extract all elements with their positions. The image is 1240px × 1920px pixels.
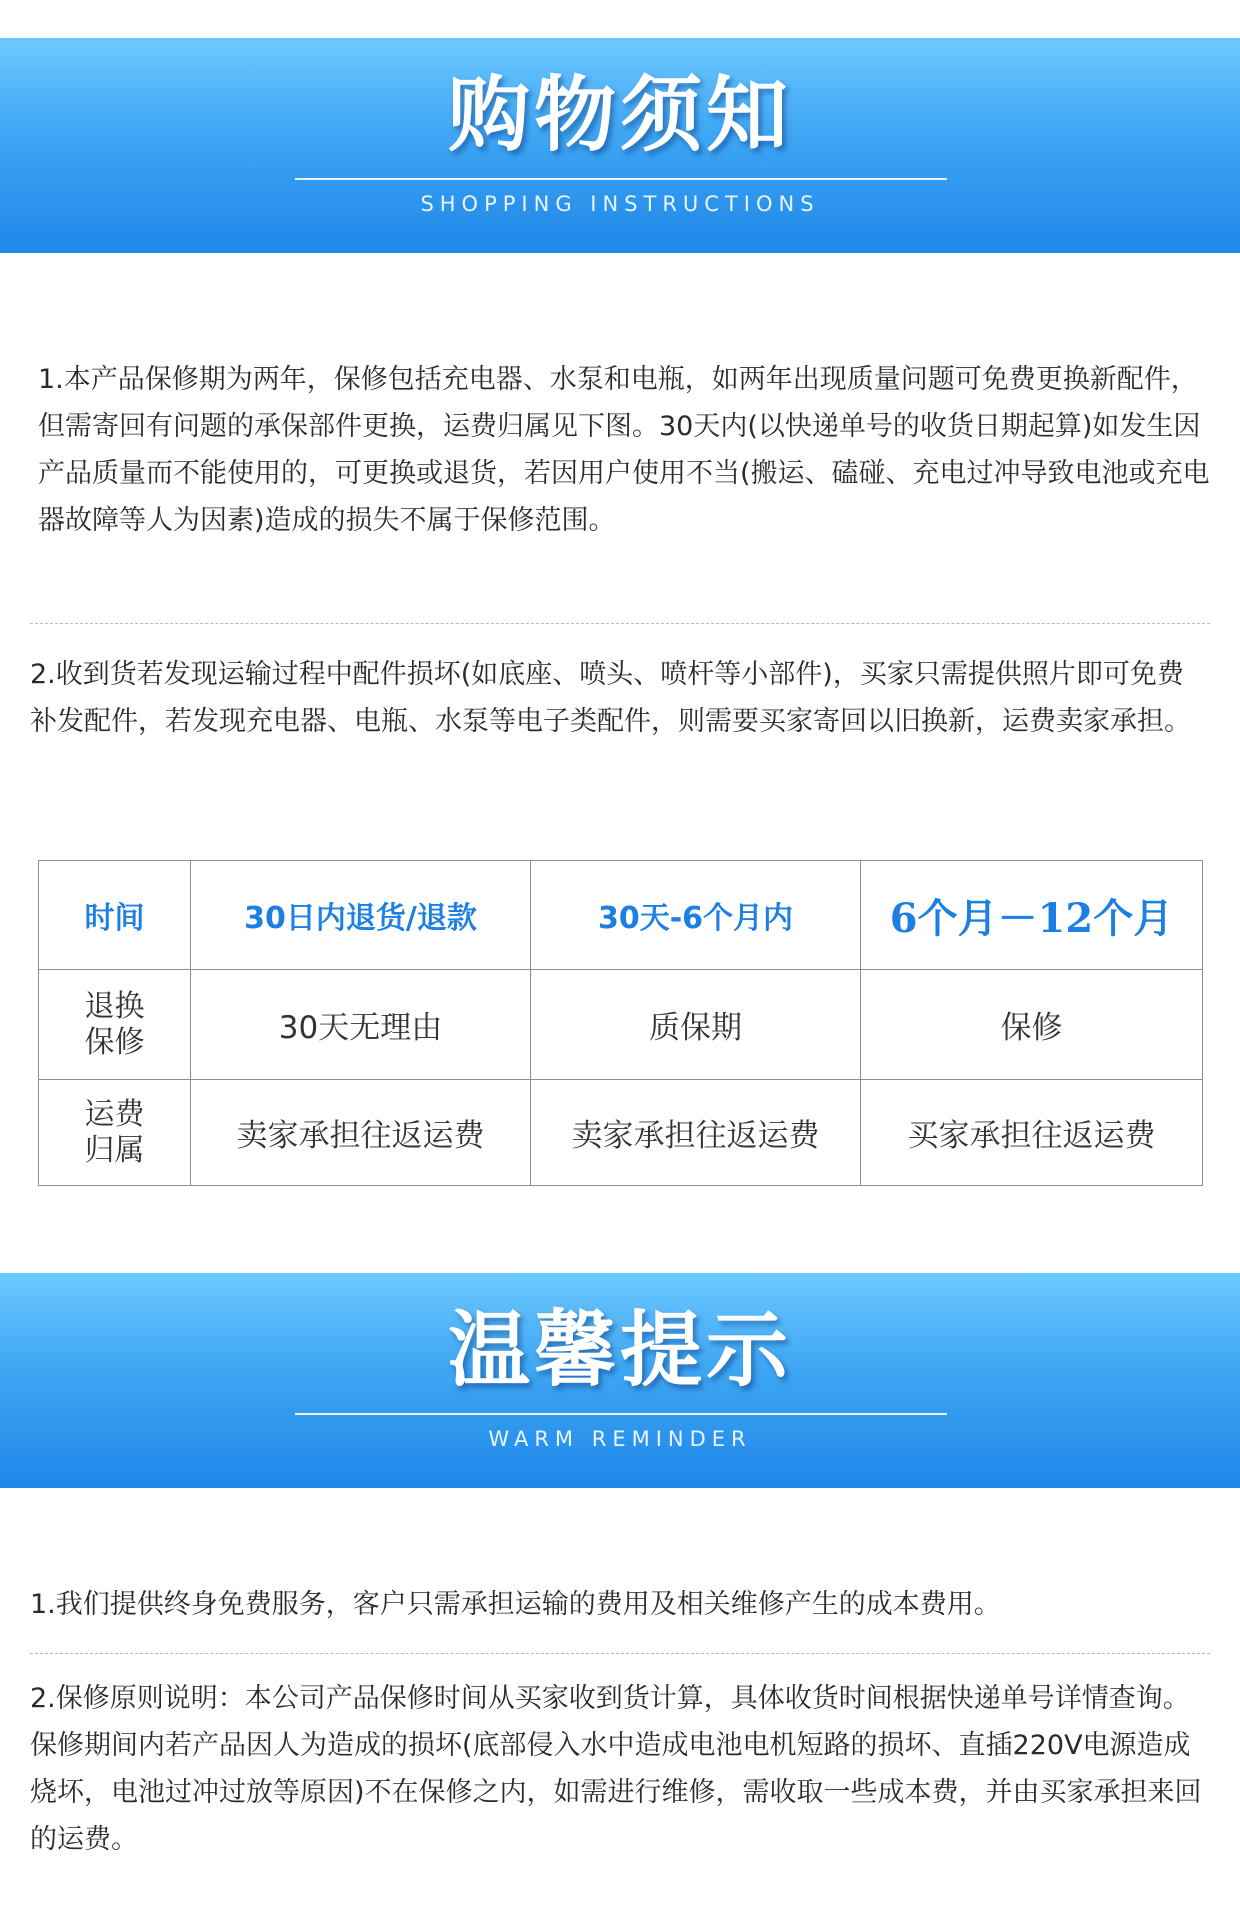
reminder-paragraph-2: 2.保修原则说明：本公司产品保修时间从买家收到货计算，具体收货时间根据快递单号详情查询。保修期间内若产品因人为造成的损坏(底部侵入水中造成电池电机短路的损坏、直插220V电源造成烧坏，电池过冲过放等原因)不在保修之内，如需进行维修，需收取一些成本费，并由买家承担来回的运费。 <box>30 1683 1202 1855</box>
shopping-instructions-title: 购物须知 <box>447 68 792 163</box>
warm-reminder-banner <box>0 1273 1240 1488</box>
header-30d-6m: 30天-6个月内 <box>531 861 861 970</box>
shopping-paragraph-1: 1.本产品保修期为两年，保修包括充电器、水泵和电瓶，如两年出现质量问题可免费更换新配件，但需寄回有问题的承保部件更换，运费归属见下图。30天内(以快递单号的收货日期起算)如发生因产品质量而不能使用的，可更换或退货，若因用户使用不当(搬运、磕碰、充电过冲导致电池或充电器故障等人为因素)造成的损失不属于保修范围。 <box>38 364 1210 536</box>
table-cell: 买家承担往返运费 <box>861 1080 1203 1186</box>
row-label-shipping-fee <box>39 1080 191 1186</box>
row-label-line: 归属 <box>84 1132 145 1168</box>
warm-reminder-title: 温馨提示 <box>447 1303 792 1398</box>
shopping-paragraph-2: 2.收到货若发现运输过程中配件损坏(如底座、喷头、喷杆等小部件)，买家只需提供照片即可免费补发配件，若发现充电器、电瓶、水泵等电子类配件，则需要买家寄回以旧换新，运费卖家承担。 <box>30 659 1191 737</box>
banner-divider <box>295 178 947 180</box>
table-cell: 30天无理由 <box>191 970 531 1080</box>
header-time: 时间 <box>39 861 191 970</box>
shopping-instructions-banner <box>0 38 1240 253</box>
row-label-exchange-warranty <box>39 970 191 1080</box>
warranty-table <box>38 860 1203 1186</box>
header-30-days: 30日内退货/退款 <box>191 861 531 970</box>
table-cell: 卖家承担往返运费 <box>531 1080 861 1186</box>
table-header-row <box>39 861 1203 970</box>
dashed-divider <box>30 623 1210 624</box>
row-label-line: 保修 <box>84 1024 145 1060</box>
table-cell: 保修 <box>861 970 1203 1080</box>
reminder-paragraph-1: 1.我们提供终身免费服务，客户只需承担运输的费用及相关维修产生的成本费用。 <box>30 1589 1001 1620</box>
table-row <box>39 970 1203 1080</box>
shopping-instructions-subtitle: SHOPPING INSTRUCTIONS <box>420 192 820 216</box>
row-label-line: 运费 <box>84 1096 145 1132</box>
warm-reminder-subtitle: WARM REMINDER <box>488 1427 752 1451</box>
banner-divider <box>295 1413 947 1415</box>
header-6m-12m: 6个月－12个月 <box>861 861 1203 970</box>
table-cell: 卖家承担往返运费 <box>191 1080 531 1186</box>
dashed-divider <box>30 1653 1210 1654</box>
row-label-line: 退换 <box>84 988 145 1024</box>
table-cell: 质保期 <box>531 970 861 1080</box>
table-row <box>39 1080 1203 1186</box>
